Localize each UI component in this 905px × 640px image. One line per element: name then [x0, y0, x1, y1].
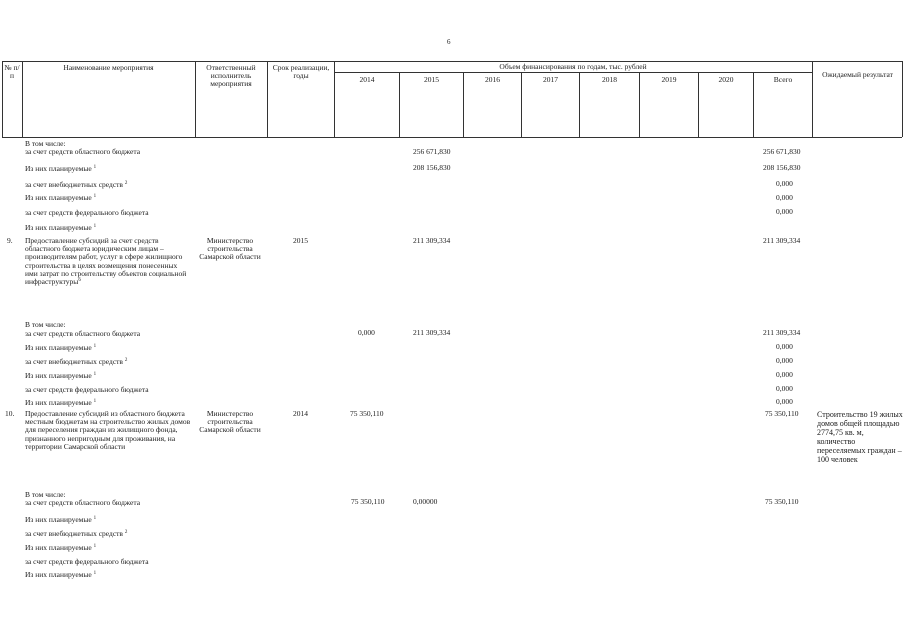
block3-federal-label: за счет средств федерального бюджета — [25, 557, 149, 566]
block3-regional-2015: 0,00000 — [413, 497, 438, 506]
block2-planned3-label: Из них планируемые $^1$ — [25, 398, 97, 407]
row9-responsible: Министерство строительства Самарской области — [199, 236, 261, 262]
header-responsible: Ответственный исполнитель мероприятия — [206, 63, 256, 88]
row10-name: Предоставление субсидий из областного бюджета местным бюджетам на строительство жилых домов для переселения граждан из жилищного фонда, признанного непригодным для проживания, на территории Самарской области — [25, 409, 191, 451]
block1-planned2-label: Из них планируемые $^1$ — [25, 193, 97, 202]
block3-planned3-label: Из них планируемые $^1$ — [25, 570, 97, 579]
block1-regional-label: за счет средств областного бюджета — [25, 147, 141, 156]
block2-planned1-label: Из них планируемые $^1$ — [25, 343, 97, 352]
row9-name: Предоставление субсидий за счет средств областного бюджета юридическим лицам – производителям работ, услуг в сфере жилищного строительства в целях возмещения понесенных ими затрат по строительству объектов социальной инфраструктуры$^6$ — [25, 236, 187, 287]
header-funding-title: Объем финансирования по годам, тыс. рублей — [499, 62, 647, 71]
row10-total: 75 350,110 — [765, 409, 799, 418]
header-term: Срок реализации, годы — [272, 63, 330, 80]
row9-num: 9. — [7, 236, 13, 245]
block1-planned2-total: 0,000 — [776, 193, 793, 202]
block2-planned1-total: 0,000 — [776, 342, 793, 351]
header-year-2019: 2019 — [661, 75, 677, 84]
block3-planned1-label: Из них планируемые $^1$ — [25, 515, 97, 524]
header-expected: Ожидаемый результат — [822, 70, 893, 79]
block1-extra-label: за счет внебюджетных средств $^2$ — [25, 180, 128, 189]
row10-num: 10. — [5, 409, 15, 418]
block3-regional-total: 75 350,110 — [765, 497, 799, 506]
header-year-2020: 2020 — [718, 75, 734, 84]
block2-federal-label: за счет средств федерального бюджета — [25, 385, 149, 394]
header-year-2016: 2016 — [485, 75, 500, 84]
row10-expected: Строительство 19 жилых домов общей площадью 2774,75 кв. м, количество переселяемых граждан – 100 человек — [817, 410, 903, 464]
row9-term: 2015 — [293, 236, 308, 245]
block3-extra-label: за счет внебюджетных средств $^2$ — [25, 529, 128, 538]
block1-regional-2015: 256 671,830 — [413, 147, 451, 156]
block2-planned2-total: 0,000 — [776, 370, 793, 379]
block2-regional-label: за счет средств областного бюджета — [25, 329, 141, 338]
block2-regional-total: 211 309,334 — [763, 328, 801, 337]
block2-regional-2014: 0,000 — [358, 328, 375, 337]
row9-2015: 211 309,334 — [413, 236, 451, 245]
block3-regional-label: за счет средств областного бюджета — [25, 498, 141, 507]
block1-extra-total: 0,000 — [776, 179, 793, 188]
header-year-2015: 2015 — [424, 75, 439, 84]
block1-planned1-2015: 208 156,830 — [413, 163, 451, 172]
block1-regional-total: 256 671,830 — [763, 147, 801, 156]
block3-regional-2014: 75 350,110 — [351, 497, 385, 506]
block2-federal-total: 0,000 — [776, 384, 793, 393]
row9-total: 211 309,334 — [763, 236, 801, 245]
row10-term: 2014 — [293, 409, 308, 418]
row10-responsible: Министерство строительства Самарской области — [199, 409, 261, 435]
block1-planned1-total: 208 156,830 — [763, 163, 801, 172]
block2-extra-label: за счет внебюджетных средств $^2$ — [25, 357, 128, 366]
header-name: Наименование мероприятия — [63, 63, 154, 72]
header-year-2018: 2018 — [602, 75, 617, 84]
page-number: 6 — [447, 38, 451, 46]
block1-federal-label: за счет средств федерального бюджета — [25, 208, 149, 217]
block2-extra-total: 0,000 — [776, 356, 793, 365]
block1-planned3-label: Из них планируемые $^1$ — [25, 223, 97, 232]
header-num: № п/п — [4, 63, 20, 80]
block1-federal-total: 0,000 — [776, 207, 793, 216]
header-total: Всего — [773, 75, 793, 84]
block3-planned2-label: Из них планируемые $^1$ — [25, 543, 97, 552]
block2-intro: В том числе: — [25, 320, 66, 329]
block3-intro: В том числе: — [25, 490, 66, 499]
block2-regional-2015: 211 309,334 — [413, 328, 451, 337]
header-year-2017: 2017 — [543, 75, 558, 84]
block2-planned2-label: Из них планируемые $^1$ — [25, 371, 97, 380]
block2-planned3-total: 0,000 — [776, 397, 793, 406]
block1-planned1-label: Из них планируемые $^1$ — [25, 164, 97, 173]
header-year-2014: 2014 — [359, 75, 375, 84]
row10-2014: 75 350,110 — [350, 409, 384, 418]
block1-intro: В том числе: — [25, 139, 66, 148]
